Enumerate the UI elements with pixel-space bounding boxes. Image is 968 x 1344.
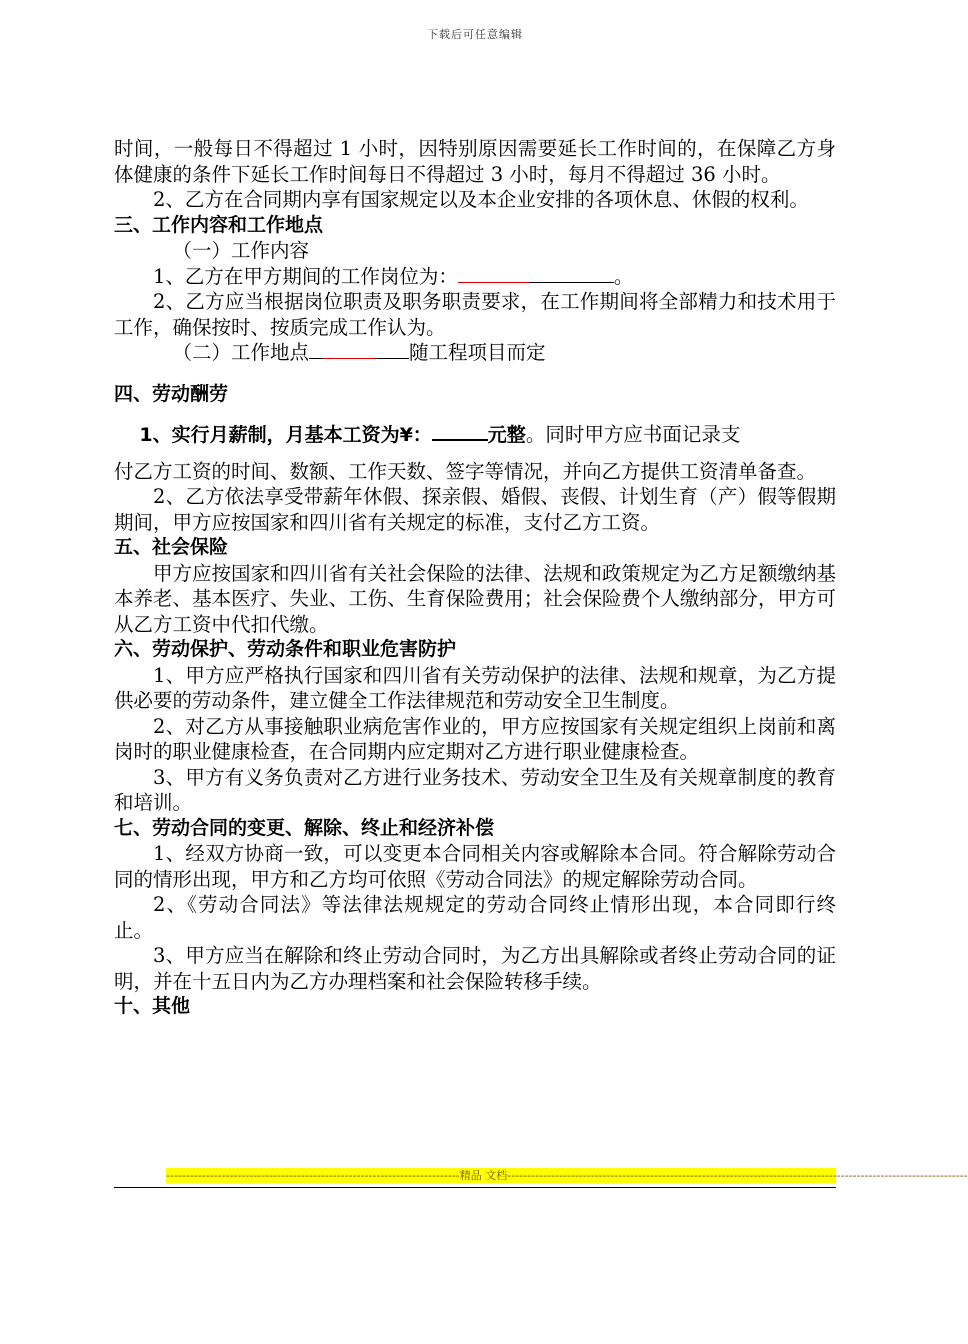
clause-text: 。 <box>613 264 634 288</box>
paragraph: 付乙方工资的时间、数额、工作天数、签字等情况，并向乙方提供工资清单备查。 <box>114 459 817 483</box>
location-blank <box>309 340 409 359</box>
subsection-heading: （一）工作内容 <box>172 239 310 262</box>
red-underline <box>323 358 375 359</box>
page-header: 下载后可任意编辑 <box>427 28 523 41</box>
paragraph: 2、对乙方从事接触职业病危害作业的，甲方应按国家有关规定组织上岗前和离岗时的职业健康检查，在合同期内应定期对乙方进行职业健康检查。 <box>114 714 836 763</box>
red-underline <box>458 282 530 283</box>
paragraph: 2、乙方依法享受带薪年休假、探亲假、婚假、丧假、计划生育（产）假等假期期间，甲方应按国家和四川省有关规定的标准，支付乙方工资。 <box>114 485 836 534</box>
paragraph: 1、经双方协商一致，可以变更本合同相关内容或解除本合同。符合解除劳动合同的情形出现，甲方和乙方均可依照《劳动合同法》的规定解除劳动合同。 <box>114 842 836 891</box>
paragraph <box>114 421 836 449</box>
document-body <box>114 136 836 1020</box>
section-heading: 四、劳动酬劳 <box>114 382 229 405</box>
paragraph: 3、甲方应当在解除和终止劳动合同时，为乙方出具解除或者终止劳动合同的证明，并在十五日内为乙方办理档案和社会保险转移手续。 <box>114 944 836 993</box>
section-heading: 三、工作内容和工作地点 <box>114 213 324 236</box>
paragraph: 甲方应按国家和四川省有关社会保险的法律、法规和政策规定为乙方足额缴纳基本养老、基本医疗、失业、工伤、生育保险费用；社会保险费个人缴纳部分，甲方可从乙方工资中代扣代缴。 <box>114 561 836 636</box>
paragraph: 2、《劳动合同法》等法律法规规定的劳动合同终止情形出现，本合同即行终止。 <box>114 893 836 942</box>
paragraph: 3、甲方有义务负责对乙方进行业务技术、劳动安全卫生及有关规章制度的教育和培训。 <box>114 765 836 814</box>
paragraph: 1、甲方应严格执行国家和四川省有关劳动保护的法律、法规和规章，为乙方提供必要的劳动条件，建立健全工作法律规范和劳动安全卫生制度。 <box>114 663 836 712</box>
clause-text: 。同时甲方应书面记录支 <box>525 423 741 446</box>
paragraph <box>114 264 836 290</box>
section-heading: 六、劳动保护、劳动条件和职业危害防护 <box>114 638 457 660</box>
subsection-heading <box>114 340 836 366</box>
paragraph: 时间，一般每日不得超过 1 小时，因特别原因需要延长工作时间的，在保障乙方身体健康的条件下延长工作时间每日不得超过 3 小时，每月不得超过 36 小时。 <box>114 137 836 186</box>
section-heading: 七、劳动合同的变更、解除、终止和经济补偿 <box>114 816 495 839</box>
section-heading: 十、其他 <box>114 995 191 1017</box>
footer-rule <box>114 1187 836 1188</box>
salary-blank <box>432 421 488 441</box>
paragraph: 2、乙方在合同期内享有国家规定以及本企业安排的各项休息、休假的权利。 <box>153 188 809 211</box>
clause-text: （二）工作地点 <box>172 341 310 364</box>
footer-banner: --------------------------------------------------------------------------精品 文档-------------------------------------------------------------------------------------------------------------------- <box>166 1169 968 1182</box>
salary-clause: 1、实行月薪制，月基本工资为¥： <box>139 424 432 446</box>
section-heading: 五、社会保险 <box>114 536 229 558</box>
salary-unit: 元整 <box>487 424 526 446</box>
clause-text: 随工程项目而定 <box>409 341 546 364</box>
paragraph: 2、乙方应当根据岗位职责及职务职责要求，在工作期间将全部精力和技术用于工作，确保按时、按质完成工作认为。 <box>114 290 836 339</box>
clause-text: 1、乙方在甲方期间的工作岗位为： <box>153 264 458 288</box>
position-blank <box>458 264 614 283</box>
